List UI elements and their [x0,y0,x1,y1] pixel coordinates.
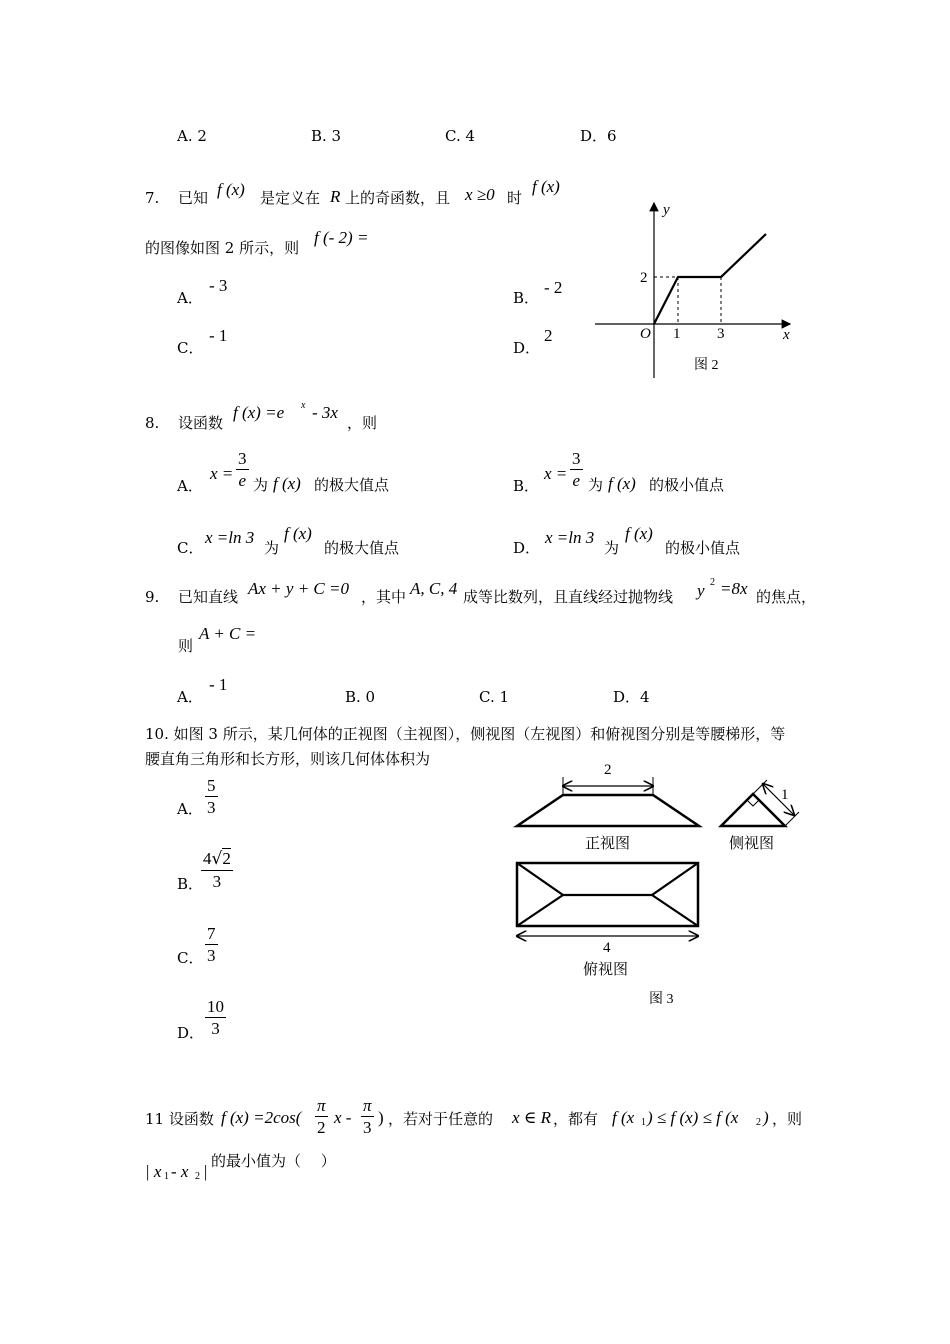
y-label: y [663,202,670,218]
q8-text: 的极大值点 [314,476,390,494]
q7-R: R [330,187,341,206]
q11-fraction: $\frac{\pi}{3}$ [363,1096,372,1137]
q9-value-a: - 1 [209,675,228,694]
front-view-label: 正视图 [585,836,631,852]
q10-option-c: C． [177,949,204,967]
q7-text: 的图像如图 2 所示，则 [145,239,300,257]
q11-x-minus: x - [334,1108,352,1127]
q8-number: 8. [145,414,160,432]
q10-option-b: B． [177,875,204,893]
q7-value-d: 2 [544,326,553,345]
q11-subscript: 1 [164,1171,169,1182]
q6-option-a: A. 2 [177,127,207,145]
figure-3-three-views [505,755,825,1015]
top-view-edge [652,863,698,926]
q11-abs: | x [145,1162,162,1181]
q11-ineq: ) [763,1108,769,1127]
q9-sum: A + C = [199,624,257,643]
right-angle-mark [747,800,759,806]
q8-function-tail: - 3x [312,403,338,422]
q9-number: 9. [145,588,160,606]
q7-option-c: C． [177,339,204,357]
q7-fx: f (x) [217,180,245,199]
q10-text-line2: 腰直角三角形和长方形，则该几何体体积为 [145,750,431,768]
q11-text: ，若对于任意的 [388,1110,494,1128]
q11-text: ，则 [772,1110,803,1128]
q9-exponent: 2 [710,577,715,588]
q7-fx: f (x) [532,177,560,196]
q8-ln: x =ln 3 [545,528,595,547]
q9-text: ，其中 [361,588,407,606]
q7-value-a: - 3 [209,276,228,295]
q8-exponent: x [301,400,306,411]
q10-option-d: D． [177,1024,205,1042]
q8-option-a: A． [177,477,203,495]
q7-text: 已知 [178,189,209,207]
q8-fraction: $\frac{3}{e}$ [238,449,247,490]
q9-parabola: =8x [720,579,748,598]
q11-subscript: 2 [195,1171,200,1182]
q11-text: 11 设函数 [145,1110,214,1128]
q10-fraction-c: $\frac{7}{3}$ [207,924,216,965]
q8-option-c: C． [177,539,204,557]
top-view-edge [517,863,563,926]
q7-option-b: B． [513,289,540,307]
q7-text: 时 [507,189,523,207]
q6-option-d: D．6 [580,127,617,145]
x-label: x [783,327,790,343]
q11-abs: | [203,1162,208,1181]
q8-fx: f (x) [284,524,312,543]
q11-ineq: ) ≤ f (x) ≤ f (x [647,1108,739,1127]
q8-fx: f (x) [273,474,301,493]
q9-text: 成等比数列，且直线经过抛物线 [463,588,674,606]
q11-paren: ) [378,1108,384,1127]
q11-subscript: 1 [641,1117,646,1128]
side-view-label: 侧视图 [729,836,775,852]
q11-abs: - x [171,1162,189,1181]
q8-text: 的极小值点 [649,476,725,494]
q7-number: 7. [145,189,160,207]
q8-text: 的极大值点 [324,539,400,557]
q8-fx: f (x) [608,474,636,493]
figure-2-graph [590,195,810,385]
figure-caption: 图 3 [649,992,674,1007]
q8-function: f (x) =e [233,403,285,422]
q9-text: 已知直线 [178,588,239,606]
dimension-label: 4 [603,940,611,956]
q6-option-b: B. 3 [311,127,342,145]
q10-fraction-d: $\frac{10}{3}$ [207,997,224,1038]
q8-text: 为 [264,539,280,557]
dimension-label: 2 [604,762,612,778]
origin-label: O [640,326,651,342]
q11-text: ，都有 [553,1110,599,1128]
q9-option-c: C. 1 [479,688,510,706]
sqrt-sign: √ [211,849,223,869]
q7-option-a: A． [177,289,203,307]
q8-text: 为 [588,476,604,494]
q7-condition: x ≥0 [465,185,495,204]
q10-fraction-a: $\frac{5}{3}$ [207,776,216,817]
q9-y: y [697,581,705,600]
q7-value-c: - 1 [209,326,228,345]
q9-option-a: A． [177,688,203,706]
dimension-label: 1 [781,787,789,803]
q8-option-d: D． [513,539,541,557]
q7-option-d: D． [513,339,541,357]
q9-text: 则 [178,637,194,655]
q6-option-c: C. 4 [445,127,476,145]
extension-line [753,780,767,794]
q8-text: 为 [253,476,269,494]
q11-domain: x ∈ R [512,1108,552,1127]
front-view-trapezoid [517,795,699,826]
q7-text: 上的奇函数，且 [345,189,451,207]
q11-text: 的最小值为（ ） [211,1152,336,1170]
q9-text: 的焦点， [756,588,817,606]
q11-fraction: $\frac{\pi}{2}$ [317,1096,326,1137]
q11-function: f (x) =2cos( [221,1108,302,1127]
tick-label: 3 [717,326,725,342]
q10-text-line1: 10. 如图 3 所示，某几何体的正视图（主视图），侧视图（左视图）和俯视图分别是等腰梯形，等 [145,725,786,743]
q9-line-eq: Ax + y + C =0 [248,579,349,598]
function-curve [654,234,766,324]
q7-text: 是定义在 [260,189,321,207]
figure-caption: 图 2 [694,358,719,373]
q8-ln: x =ln 3 [205,528,255,547]
side-view-triangle [721,794,785,826]
q8-text: 设函数 [178,414,224,432]
extension-line [785,812,799,826]
q11-subscript: 2 [756,1117,761,1128]
q10-fraction-b: $\frac{4√2}{3}$ [203,849,231,891]
q9-seq: A, C, 4 [410,579,458,598]
q10-option-a: A． [177,800,203,818]
top-view-label: 俯视图 [583,962,629,978]
tick-label: 1 [673,326,681,342]
q8-text: 的极小值点 [665,539,741,557]
q11-ineq: f (x [612,1108,635,1127]
q9-option-d: D．4 [613,688,650,706]
q8-option-b: B． [513,477,540,495]
q7-value-b: - 2 [544,278,563,297]
q8-text: 为 [604,539,620,557]
q8-text: ，则 [347,414,378,432]
q8-x-eq: x = [210,464,234,483]
q9-option-b: B. 0 [345,688,376,706]
tick-label: 2 [640,270,648,286]
q7-expression: f (- 2) = [314,228,369,247]
q8-x-eq: x = [544,464,568,483]
q8-fraction: $\frac{3}{e}$ [572,449,581,490]
q8-fx: f (x) [625,524,653,543]
